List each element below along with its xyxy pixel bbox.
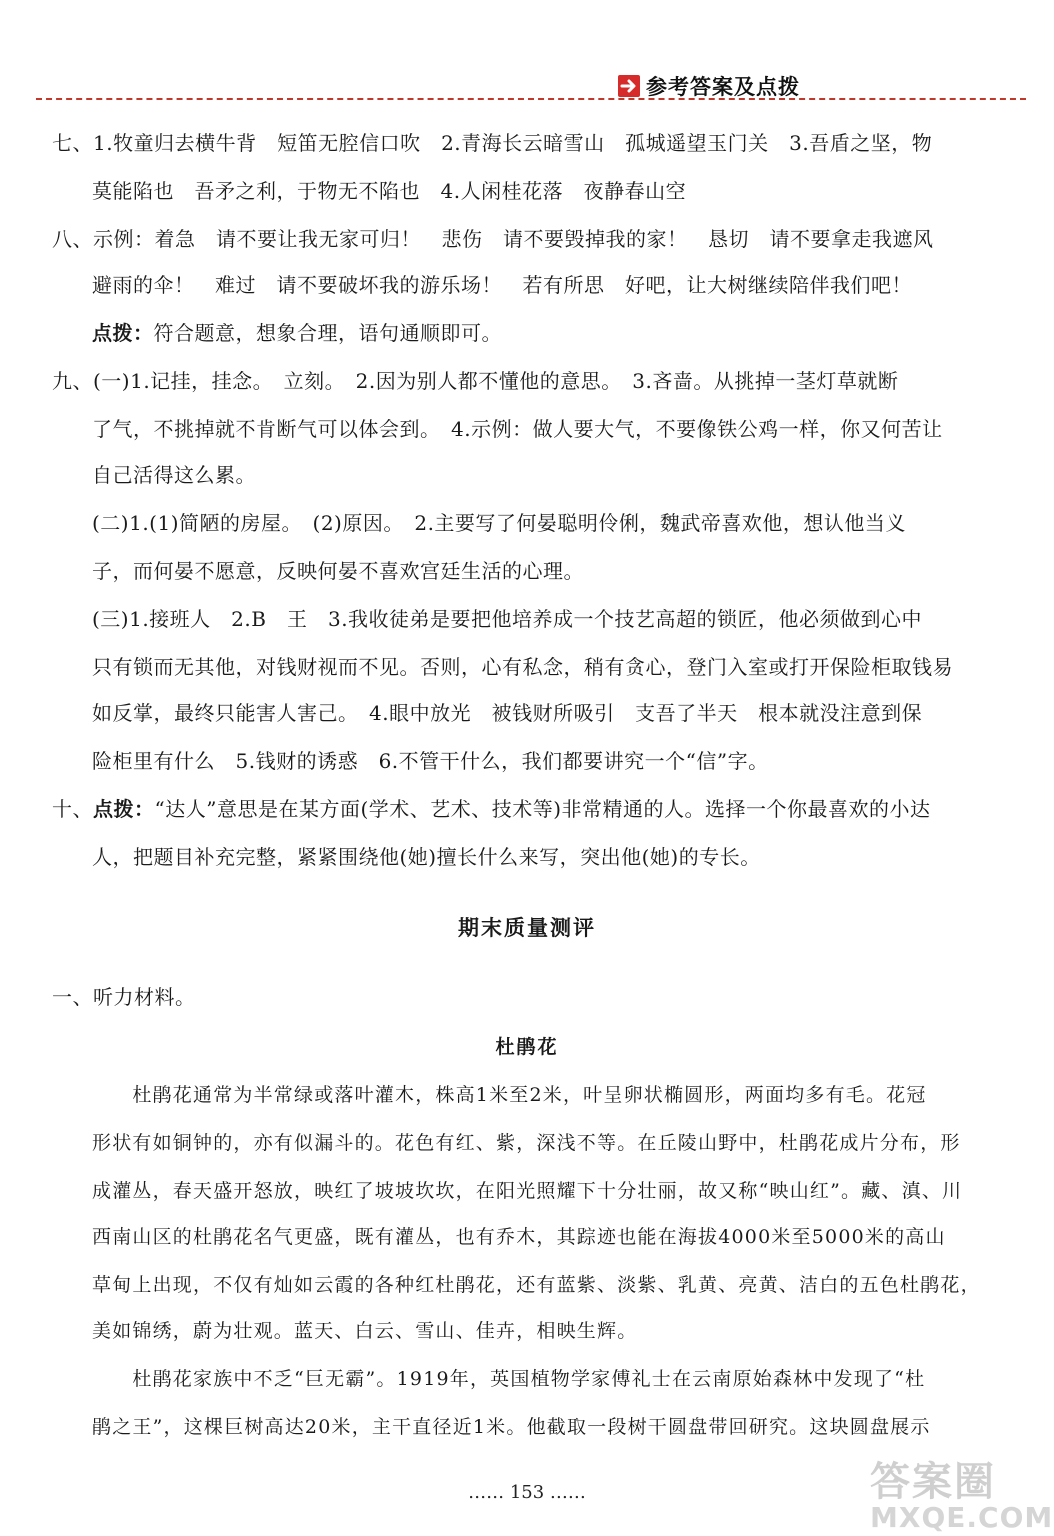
passage-para-1-line-1: 杜鹃花通常为半常绿或落叶灌木，株高1米至2米，叶呈卵状椭圆形，两面均多有毛。花冠 [92, 1084, 927, 1106]
passage-para-1-line-2: 形状有如铜钟的，亦有似漏斗的。花色有红、紫，深浅不等。在丘陵山野中，杜鹃花成片分布，形 [92, 1132, 961, 1154]
answer-7-line-1: 七、1.牧童归去横牛背 短笛无腔信口吹 2.青海长云暗雪山 孤城遥望玉门关 3.吾盾之坚，物 [52, 131, 933, 155]
header-divider [36, 98, 1026, 100]
answer-10-line-1 [52, 794, 931, 824]
answer-9-3-line-3: 如反掌，最终只能害人害己。 4.眼中放光 被钱财所吸引 支吾了半天 根本就没注意到保 [92, 701, 923, 725]
passage-para-1-line-3: 成灌丛，春天盛开怒放，映红了坡坡坎坎，在阳光照耀下十分壮丽，故又称“映山红”。藏、滇、川 [92, 1180, 963, 1202]
answer-9-2-line-1: (二)1.(1)简陋的房屋。 (2)原因。 2.主要写了何晏聪明伶俐，魏武帝喜欢他，想认他当义 [92, 511, 906, 535]
answer-9-3-line-4: 险柜里有什么 5.钱财的诱惑 6.不管干什么，我们都要讲究一个“信”字。 [92, 749, 769, 773]
answer-9-1-line-3: 自己活得这么累。 [92, 463, 256, 487]
answer-10-text: “达人”意思是在某方面(学术、艺术、技术等)非常精通的人。选择一个你最喜欢的小达 [154, 797, 931, 821]
passage-para-1-line-4: 西南山区的杜鹃花名气更盛，既有灌丛，也有乔木，其踪迹也能在海拔4000米至5000米的高山 [92, 1226, 946, 1248]
answer-8-line-2: 避雨的伞！ 难过 请不要破坏我的游乐场！ 若有所思 好吧，让大树继续陪伴我们吧！ [92, 273, 912, 297]
answer-10-line-2: 人，把题目补充完整，紧紧围绕他(她)擅长什么来写，突出他(她)的专长。 [92, 845, 761, 869]
header-title: 参考答案及点拨 [646, 75, 800, 99]
part-1-label: 一、听力材料。 [52, 985, 196, 1009]
watermark-logo [870, 1450, 1054, 1534]
arrow-right-icon [618, 75, 640, 97]
answer-9-3-line-2: 只有锁而无其他，对钱财视而不见。否则，心有私念，稍有贪心，登门入室或打开保险柜取钱易 [92, 655, 953, 679]
answer-9-1-line-1: 九、(一)1.记挂，挂念。 立刻。 2.因为别人都不懂他的意思。 3.吝啬。从挑掉一茎灯草就断 [52, 369, 899, 393]
answer-8-hint [92, 318, 502, 348]
hint-text: 符合题意，想象合理，语句通顺即可。 [153, 321, 502, 345]
page-number: …… 153 …… [468, 1482, 586, 1503]
passage-para-2-line-1: 杜鹃花家族中不乏“巨无霸”。1919年，英国植物学家傅礼士在云南原始森林中发现了“杜 [92, 1368, 926, 1390]
header-title-group [618, 72, 800, 100]
hint-label: 点拨： [93, 797, 155, 821]
answer-7-line-2: 莫能陷也 吾矛之利，于物无不陷也 4.人闲桂花落 夜静春山空 [92, 179, 687, 203]
section-title: 期末质量测评 [458, 916, 596, 940]
passage-para-1-line-5: 草甸上出现，不仅有灿如云霞的各种红杜鹃花，还有蓝紫、淡紫、乳黄、亮黄、洁白的五色杜鹃花， [92, 1274, 981, 1296]
watermark-url: MXQE.COM [870, 1501, 1054, 1534]
answer-10-prefix: 十、 [52, 797, 93, 821]
answer-8-line-1: 八、示例：着急 请不要让我无家可归！ 悲伤 请不要毁掉我的家！ 恳切 请不要拿走我遮风 [52, 227, 934, 251]
hint-label: 点拨： [92, 321, 154, 345]
passage-para-2-line-2: 鹃之王”，这棵巨树高达20米，主干直径近1米。他截取一段树干圆盘带回研究。这块圆盘展示 [92, 1416, 931, 1438]
answer-9-2-line-2: 子，而何晏不愿意，反映何晏不喜欢宫廷生活的心理。 [92, 559, 584, 583]
passage-title: 杜鹃花 [495, 1036, 559, 1058]
answer-9-3-line-1: (三)1.接班人 2.B 王 3.我收徒弟是要把他培养成一个技艺高超的锁匠，他必须做到心中 [92, 607, 923, 631]
watermark-text: 答案圈 [870, 1459, 996, 1505]
passage-para-1-line-6: 美如锦绣，蔚为壮观。蓝天、白云、雪山、佳卉，相映生辉。 [92, 1320, 638, 1342]
answer-9-1-line-2: 了气，不挑掉就不肯断气可以体会到。 4.示例：做人要大气，不要像铁公鸡一样，你又何苦让 [92, 417, 943, 441]
page-header [0, 0, 1054, 110]
